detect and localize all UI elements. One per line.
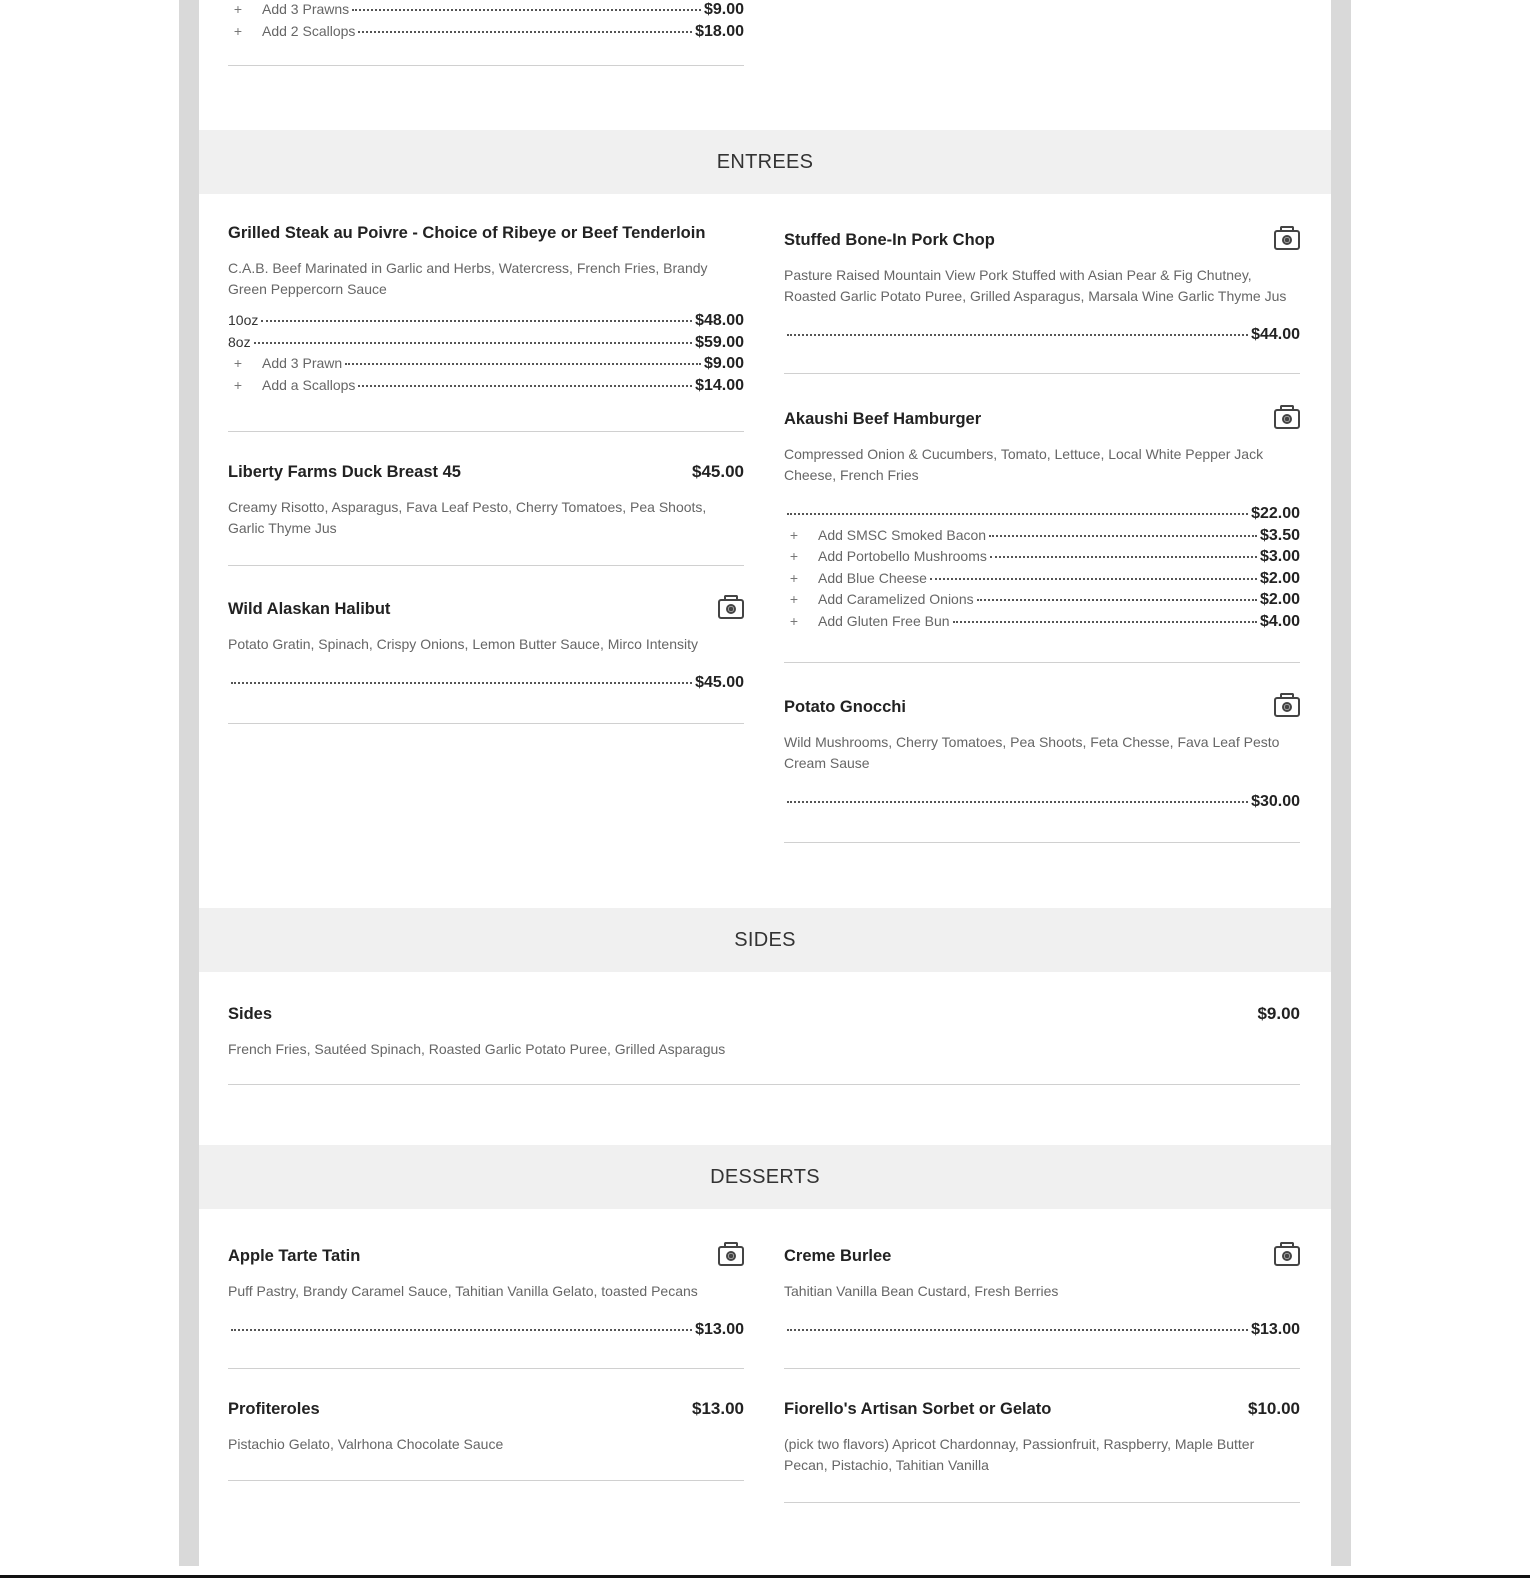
divider (228, 723, 744, 724)
plus-icon: + (233, 355, 243, 371)
menu-item-previous (228, 1, 744, 44)
camera-icon[interactable] (718, 599, 744, 619)
plus-icon: + (233, 22, 243, 39)
dot-leader (977, 599, 1257, 601)
item-title: Liberty Farms Duck Breast 45 (228, 462, 461, 481)
addon-line: + Add 3 Prawns $9.00 (228, 1, 744, 23)
menu-item-halibut (228, 596, 744, 696)
price-line: $13.00 (784, 1321, 1300, 1343)
price-line: $13.00 (228, 1321, 744, 1343)
item-title: Creme Burlee (784, 1246, 892, 1265)
price-line: $45.00 (228, 674, 744, 696)
item-description: Potato Gratin, Spinach, Crispy Onions, Lemon Butter Sauce, Mirco Intensity (228, 636, 698, 652)
dot-leader (352, 9, 701, 11)
item-title: Akaushi Beef Hamburger (784, 409, 982, 428)
addon-line: + Add Portobello Mushrooms $3.00 (784, 548, 1300, 570)
dot-leader (358, 385, 692, 387)
item-description: Tahitian Vanilla Bean Custard, Fresh Berries (784, 1283, 1059, 1299)
dot-leader (787, 801, 1248, 803)
menu-item-sorbet-gelato (784, 1396, 1300, 1476)
divider (784, 842, 1300, 843)
dot-leader (787, 334, 1248, 336)
item-title: Potato Gnocchi (784, 697, 906, 716)
item-description: C.A.B. Beef Marinated in Garlic and Herbs, Watercress, French Fries, Brandy Green Peppercorn Sauce (228, 260, 708, 297)
menu-item-steak (228, 220, 744, 398)
divider (228, 1084, 1300, 1085)
section-header-sides: SIDES (199, 908, 1331, 972)
divider (784, 662, 1300, 663)
divider (784, 1368, 1300, 1369)
dot-leader (358, 31, 692, 33)
divider (228, 65, 744, 66)
item-price: $9.00 (1257, 1004, 1300, 1023)
dot-leader (930, 578, 1257, 580)
item-title: Sides (228, 1004, 273, 1023)
dot-leader (989, 535, 1257, 537)
addon-line: + Add 3 Prawn $9.00 (228, 355, 744, 377)
item-description: Pistachio Gelato, Valrhona Chocolate Sauce (228, 1436, 504, 1452)
dot-leader (231, 682, 692, 684)
item-title: Profiteroles (228, 1399, 320, 1418)
item-description: Creamy Risotto, Asparagus, Fava Leaf Pesto, Cherry Tomatoes, Pea Shoots, Garlic Thyme Jus (228, 499, 707, 536)
item-description: Wild Mushrooms, Cherry Tomatoes, Pea Shoots, Feta Chesse, Fava Leaf Pesto Cream Sause (784, 734, 1280, 771)
item-title: Apple Tarte Tatin (228, 1246, 361, 1265)
menu-item-burger (784, 406, 1300, 634)
menu-item-creme-burlee (784, 1243, 1300, 1343)
addon-line: + Add a Scallops $14.00 (228, 377, 744, 399)
section-header-desserts: DESSERTS (199, 1145, 1331, 1209)
item-description: Puff Pastry, Brandy Caramel Sauce, Tahitian Vanilla Gelato, toasted Pecans (228, 1283, 698, 1299)
menu-page (199, 0, 1331, 1566)
addon-line: + Add SMSC Smoked Bacon $3.50 (784, 527, 1300, 549)
price-line: $30.00 (784, 793, 1300, 815)
item-description: (pick two flavors) Apricot Chardonnay, Passionfruit, Raspberry, Maple Butter Pecan, Pistachio, Tahitian Vanilla (784, 1436, 1255, 1473)
dot-leader (231, 1329, 692, 1331)
item-title: Stuffed Bone-In Pork Chop (784, 230, 995, 249)
plus-icon: + (789, 526, 799, 543)
item-title: Wild Alaskan Halibut (228, 599, 391, 618)
camera-icon[interactable] (718, 1246, 744, 1266)
dot-leader (787, 1329, 1248, 1331)
camera-icon[interactable] (1274, 409, 1300, 429)
menu-item-apple-tarte-tatin (228, 1243, 744, 1343)
menu-item-profiteroles (228, 1396, 744, 1455)
divider (784, 1502, 1300, 1503)
camera-icon[interactable] (1274, 230, 1300, 250)
dot-leader (990, 556, 1257, 558)
price-line: $44.00 (784, 326, 1300, 348)
dot-leader (261, 320, 692, 322)
item-title: Fiorello's Artisan Sorbet or Gelato (784, 1399, 1052, 1418)
dot-leader (254, 342, 692, 344)
divider (228, 565, 744, 566)
plus-icon: + (233, 1, 243, 17)
dot-leader (953, 621, 1257, 623)
camera-icon[interactable] (1274, 1246, 1300, 1266)
plus-icon: + (789, 569, 799, 586)
plus-icon: + (789, 591, 799, 607)
addon-line: + Add Blue Cheese $2.00 (784, 570, 1300, 592)
size-line: 8oz $59.00 (228, 333, 744, 351)
item-description: French Fries, Sautéed Spinach, Roasted Garlic Potato Puree, Grilled Asparagus (228, 1041, 726, 1057)
plus-icon: + (233, 376, 243, 393)
menu-item-gnocchi (784, 694, 1300, 815)
plus-icon: + (789, 548, 799, 564)
dot-leader (787, 513, 1248, 515)
divider (784, 373, 1300, 374)
plus-icon: + (789, 612, 799, 629)
addon-line: + Add Caramelized Onions $2.00 (784, 591, 1300, 613)
menu-item-sides (228, 1001, 1300, 1060)
dot-leader (345, 363, 701, 365)
item-description: Compressed Onion & Cucumbers, Tomato, Lettuce, Local White Pepper Jack Cheese, French Fries (784, 446, 1264, 483)
camera-icon[interactable] (1274, 697, 1300, 717)
item-title: Grilled Steak au Poivre - Choice of Ribeye or Beef Tenderloin (228, 223, 706, 242)
addon-line: + Add Gluten Free Bun $4.00 (784, 613, 1300, 635)
item-price: $10.00 (1248, 1399, 1300, 1418)
price-line: $22.00 (784, 505, 1300, 527)
divider (228, 1368, 744, 1369)
size-line: 10oz $48.00 (228, 312, 744, 329)
menu-item-duck (228, 459, 744, 539)
item-price: $45.00 (692, 462, 744, 481)
divider (228, 1480, 744, 1481)
section-header-entrees: ENTREES (199, 130, 1331, 194)
addon-line: + Add 2 Scallops $18.00 (228, 23, 744, 45)
item-description: Pasture Raised Mountain View Pork Stuffed with Asian Pear & Fig Chutney, Roasted Garlic Potato Puree, Grilled Asparagus, Marsala Wine Garlic Thyme Jus (784, 267, 1287, 304)
menu-item-pork-chop (784, 227, 1300, 348)
item-price: $13.00 (692, 1399, 744, 1418)
divider (228, 431, 744, 432)
